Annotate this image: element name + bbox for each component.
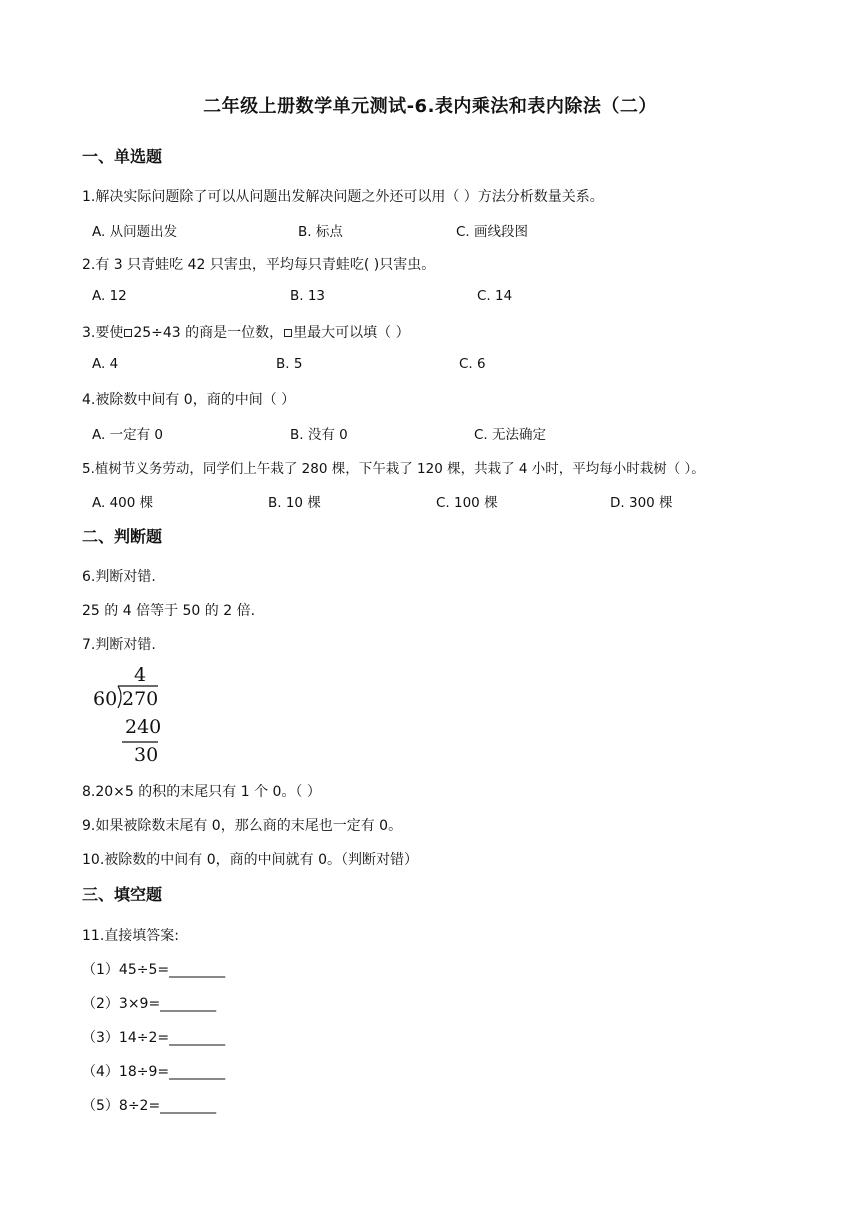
question-10: 10.被除数的中间有 0，商的中间就有 0。（判断对错） — [82, 852, 418, 868]
question-2: 2.有 3 只青蛙吃 42 只害虫，平均每只青蛙吃( )只害虫。 — [82, 257, 436, 273]
blank-box-icon — [284, 329, 292, 337]
blank-box-icon — [124, 329, 132, 337]
division-quotient: 4 — [134, 664, 147, 686]
q4-option-a: A. 一定有 0 — [92, 427, 163, 443]
q11-item-4: （4）18÷9=________ — [82, 1064, 226, 1080]
division-bracket-icon — [92, 662, 172, 768]
q3-option-b: B. 5 — [276, 356, 303, 372]
q11-item-2: （2）3×9=________ — [82, 996, 217, 1012]
section-heading-single-choice: 一、单选题 — [82, 147, 163, 166]
q11-item-1: （1）45÷5=________ — [82, 962, 226, 978]
long-division-figure — [92, 662, 172, 768]
question-8: 8.20×5 的积的末尾只有 1 个 0。（ ） — [82, 784, 321, 800]
question-1: 1.解决实际问题除了可以从问题出发解决问题之外还可以用（ ）方法分析数量关系。 — [82, 189, 604, 205]
q2-option-a: A. 12 — [92, 288, 127, 304]
division-remainder: 30 — [134, 744, 159, 766]
question-6: 6.判断对错. — [82, 569, 156, 585]
q3-text-start: 3.要使 — [82, 325, 124, 341]
q11-item-3: （3）14÷2=________ — [82, 1030, 226, 1046]
q4-option-c: C. 无法确定 — [474, 427, 547, 443]
q4-option-b: B. 没有 0 — [290, 427, 348, 443]
q2-option-b: B. 13 — [290, 288, 326, 304]
question-4: 4.被除数中间有 0，商的中间（ ） — [82, 392, 296, 408]
q3-text-end: 里最大可以填（ ） — [293, 325, 410, 341]
question-7: 7.判断对错. — [82, 637, 156, 653]
q1-option-b: B. 标点 — [298, 224, 343, 240]
q2-option-c: C. 14 — [477, 288, 513, 304]
q3-option-a: A. 4 — [92, 356, 119, 372]
q11-item-5: （5）8÷2=________ — [82, 1098, 217, 1114]
division-dividend: 270 — [122, 688, 159, 710]
q5-option-d: D. 300 棵 — [610, 495, 673, 511]
question-11: 11.直接填答案: — [82, 928, 179, 944]
section-heading-fill-in: 三、填空题 — [82, 885, 163, 904]
q5-option-b: B. 10 棵 — [268, 495, 321, 511]
q1-option-a: A. 从问题出发 — [92, 224, 178, 240]
page-title: 二年级上册数学单元测试-6.表内乘法和表内除法（二） — [203, 96, 657, 117]
q1-option-c: C. 画线段图 — [456, 224, 529, 240]
q5-option-a: A. 400 棵 — [92, 495, 154, 511]
question-9: 9.如果被除数末尾有 0，那么商的末尾也一定有 0。 — [82, 818, 403, 834]
question-3 — [82, 322, 410, 342]
division-divisor: 60 — [93, 688, 118, 710]
section-heading-true-false: 二、判断题 — [82, 527, 163, 546]
q3-text-middle: 25÷43 的商是一位数， — [133, 325, 284, 341]
division-product: 240 — [125, 716, 162, 738]
q3-option-c: C. 6 — [459, 356, 486, 372]
q5-option-c: C. 100 棵 — [436, 495, 498, 511]
question-5: 5.植树节义务劳动，同学们上午栽了 280 棵，下午栽了 120 棵，共栽了 4 小时，平均每小时栽树（ ）。 — [82, 461, 705, 477]
question-6-statement: 25 的 4 倍等于 50 的 2 倍. — [82, 603, 256, 619]
